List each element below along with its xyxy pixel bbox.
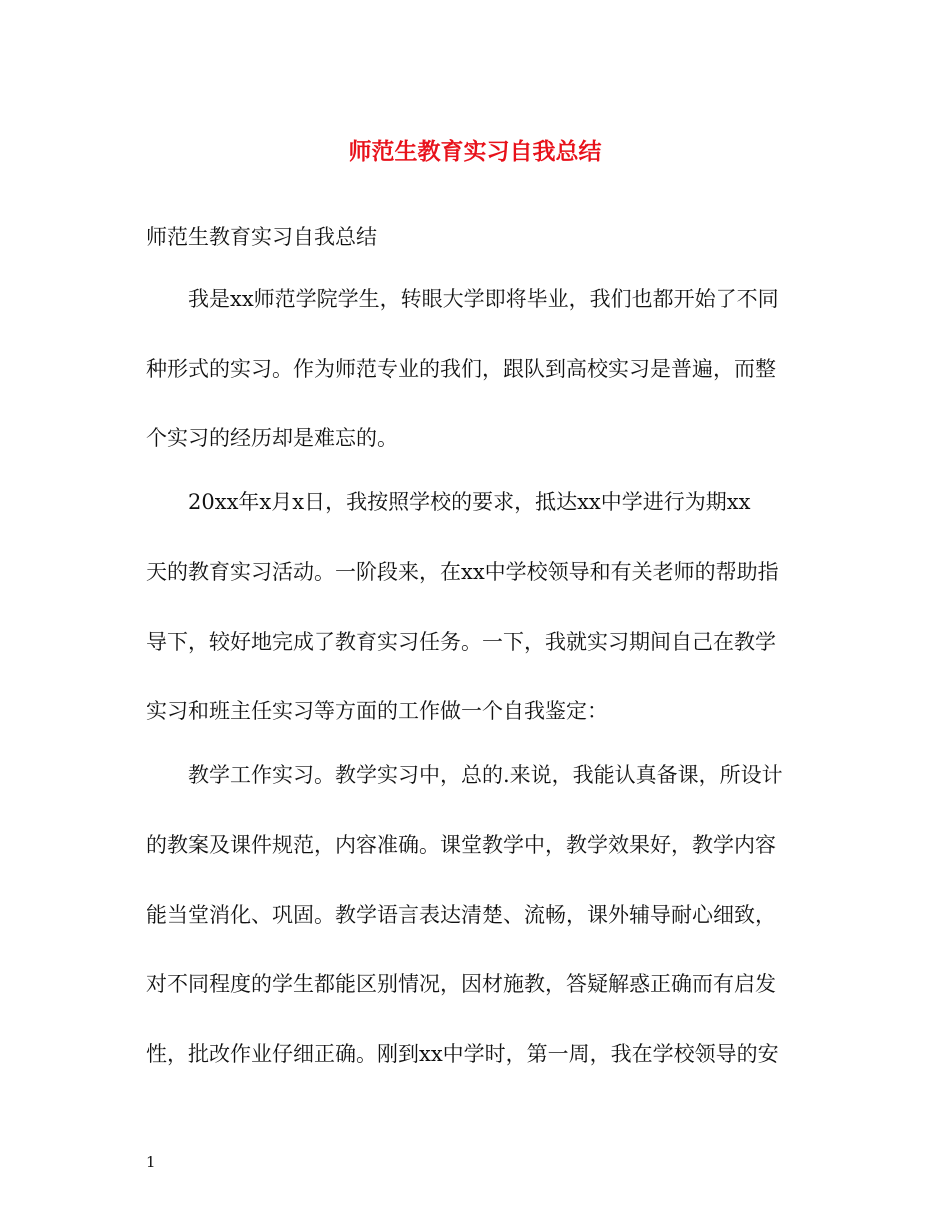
paragraph-line: 的教案及课件规范，内容准确。课堂教学中，教学效果好，教学内容 (146, 833, 776, 857)
paragraph-line: 对不同程度的学生都能区别情况，因材施教，答疑解惑正确而有启发 (146, 972, 776, 996)
paragraph-line: 天的教育实习活动。一阶段来，在xx中学校领导和有关老师的帮助指 (146, 560, 779, 584)
paragraph-line: 导下，较好地完成了教育实习任务。一下，我就实习期间自己在教学 (146, 630, 776, 654)
document-subtitle: 师范生教育实习自我总结 (146, 225, 377, 249)
paragraph-line: 20xx年x月x日，我按照学校的要求，抵达xx中学进行为期xx (188, 490, 751, 514)
paragraph-line: 实习和班主任实习等方面的工作做一个自我鉴定： (146, 699, 608, 723)
paragraph-line: 个实习的经历却是难忘的。 (146, 426, 398, 450)
paragraph-line: 种形式的实习。作为师范专业的我们，跟队到高校实习是普遍，而整 (146, 357, 776, 381)
paragraph-line: 教学工作实习。教学实习中，总的.来说，我能认真备课，所设计 (188, 763, 783, 787)
page-number: 1 (146, 1153, 156, 1171)
document-title: 师范生教育实习自我总结 (348, 138, 602, 165)
paragraph-line: 性，批改作业仔细正确。刚到xx中学时，第一周，我在学校领导的安 (146, 1042, 779, 1066)
paragraph-line: 我是xx师范学院学生，转眼大学即将毕业，我们也都开始了不同 (188, 287, 779, 311)
paragraph-line: 能当堂消化、巩固。教学语言表达清楚、流畅，课外辅导耐心细致， (146, 903, 776, 927)
